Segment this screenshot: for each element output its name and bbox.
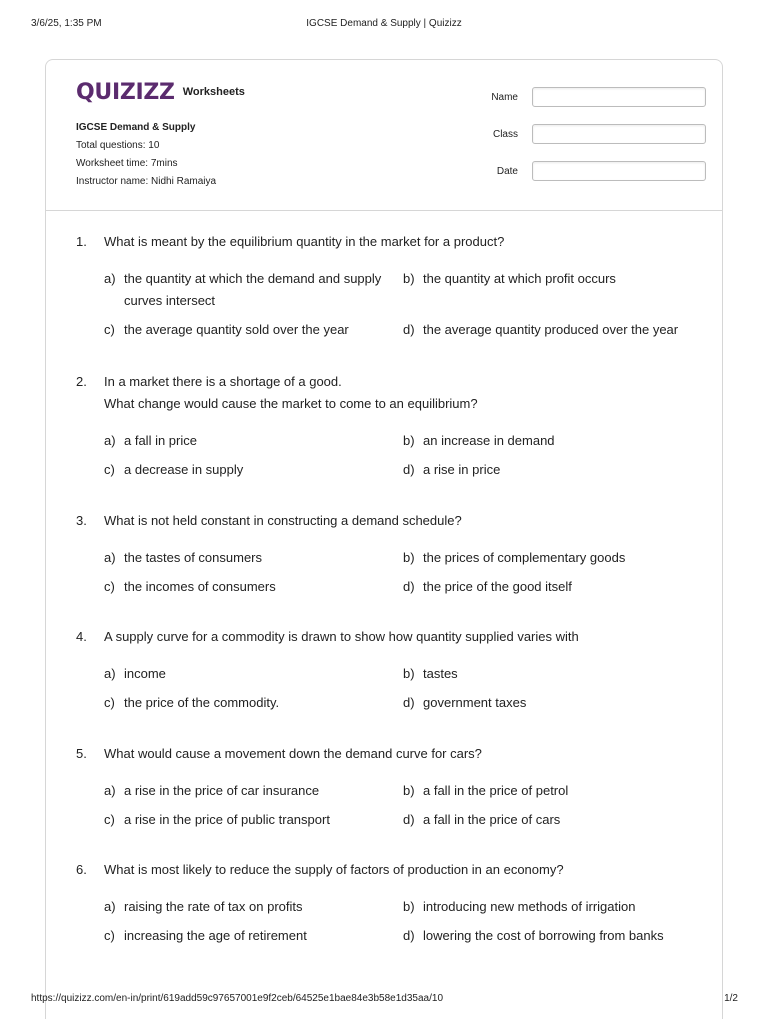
- option-letter: b): [403, 783, 415, 798]
- option-letter: a): [104, 433, 116, 448]
- date-field[interactable]: [532, 161, 706, 181]
- question-text: [104, 859, 704, 881]
- option-text: [124, 780, 319, 802]
- question-text: [104, 743, 704, 765]
- option-letter: d): [403, 695, 415, 710]
- option-text: [124, 809, 330, 831]
- option-text-line: a fall in price: [124, 433, 197, 448]
- print-url: https://quizizz.com/en-in/print/619add59c97657001e9f2ceb/64525e1bae84e3b58e1d35aa/10: [31, 993, 444, 1004]
- option-text: [124, 663, 166, 685]
- option-letter: b): [403, 550, 415, 565]
- brand-suffix: Worksheets: [182, 86, 245, 98]
- option-text: [124, 692, 279, 714]
- date-row: [476, 161, 706, 181]
- option-letter: c): [104, 462, 115, 477]
- option-text: [124, 459, 243, 481]
- option-text-line: a fall in the price of cars: [423, 812, 561, 827]
- option-text: [423, 809, 560, 831]
- option-letter: b): [403, 433, 415, 448]
- option-letter: c): [104, 579, 115, 594]
- option-text: [124, 430, 197, 452]
- option-text-line: the average quantity produced over the year: [423, 322, 679, 337]
- option-text-line: raising the rate of tax on profits: [124, 899, 303, 914]
- option-text: [423, 692, 526, 714]
- option-text-line: introducing new methods of irrigation: [423, 899, 636, 914]
- option-letter: b): [403, 899, 415, 914]
- question-number: 6.: [76, 862, 87, 877]
- option-text: [423, 780, 568, 802]
- option-letter: d): [403, 928, 415, 943]
- option-text: [423, 576, 572, 598]
- option-letter: c): [104, 812, 115, 827]
- class-row: [476, 124, 706, 144]
- option-text: [423, 319, 678, 341]
- option-text-line: the price of the good itself: [423, 579, 572, 594]
- option-text: [423, 896, 635, 918]
- option-text-line: the incomes of consumers: [124, 579, 276, 594]
- option-text: [423, 459, 500, 481]
- option-letter: d): [403, 812, 415, 827]
- option-text-line: the price of the commodity.: [124, 695, 280, 710]
- option-text-line: increasing the age of retirement: [124, 928, 307, 943]
- option-text-line: income: [124, 666, 166, 681]
- option-text-line: a fall in the price of petrol: [423, 783, 569, 798]
- option-letter: a): [104, 666, 116, 681]
- date-label: Date: [496, 165, 518, 177]
- option-text-line: a rise in the price of car insurance: [124, 783, 320, 798]
- option-text-line: lowering the cost of borrowing from banks: [423, 928, 664, 943]
- option-text: [423, 925, 664, 947]
- question-text-line: What is not held constant in constructing a demand schedule?: [104, 513, 462, 528]
- option-text: [423, 430, 555, 452]
- question-number: 1.: [76, 234, 87, 249]
- option-text: [124, 896, 302, 918]
- quizizz-logo: QUIZIZZ: [76, 80, 175, 105]
- print-title: IGCSE Demand & Supply | Quizizz: [306, 18, 462, 29]
- option-letter: d): [403, 322, 415, 337]
- question-number: 4.: [76, 629, 87, 644]
- option-text-line: an increase in demand: [423, 433, 555, 448]
- option-text-line: tastes: [423, 666, 458, 681]
- print-datetime: 3/6/25, 1:35 PM: [31, 18, 102, 29]
- option-text-line: a rise in the price of public transport: [124, 812, 330, 827]
- instructor-name: Instructor name: Nidhi Ramaiya: [76, 176, 217, 187]
- option-text-line: the quantity at which the demand and supply: [124, 271, 382, 286]
- option-text: [423, 547, 625, 569]
- class-label: Class: [492, 128, 518, 140]
- question-number: 5.: [76, 746, 87, 761]
- option-text-line: a decrease in supply: [124, 462, 244, 477]
- option-letter: d): [403, 462, 415, 477]
- option-letter: c): [104, 322, 115, 337]
- option-text: [124, 319, 349, 341]
- option-letter: b): [403, 666, 415, 681]
- question-text-line: A supply curve for a commodity is drawn to show how quantity supplied varies with: [104, 629, 579, 644]
- question-text: [104, 510, 704, 532]
- print-page-number: 1/2: [724, 993, 738, 1004]
- option-letter: a): [104, 550, 116, 565]
- option-text-line: a rise in price: [423, 462, 501, 477]
- option-letter: b): [403, 271, 415, 286]
- option-text-line: government taxes: [423, 695, 527, 710]
- name-field[interactable]: [532, 87, 706, 107]
- question-text-line: What is meant by the equilibrium quantity in the market for a product?: [104, 234, 505, 249]
- option-text-line: the average quantity sold over the year: [124, 322, 349, 337]
- option-text-line: the quantity at which profit occurs: [423, 271, 616, 286]
- question-text-line: What change would cause the market to come to an equilibrium?: [104, 396, 478, 411]
- option-letter: a): [104, 899, 116, 914]
- question-text: [104, 231, 704, 253]
- worksheet-card: [45, 59, 723, 1019]
- name-row: [476, 87, 706, 107]
- option-text-line: curves intersect: [124, 293, 216, 308]
- option-text: [124, 547, 262, 569]
- option-text: [423, 268, 616, 290]
- worksheet-meta: [76, 119, 216, 191]
- worksheet-time: Worksheet time: 7mins: [76, 158, 178, 169]
- option-text-line: the prices of complementary goods: [423, 550, 626, 565]
- name-label: Name: [491, 91, 518, 103]
- option-letter: d): [403, 579, 415, 594]
- option-letter: a): [104, 783, 116, 798]
- option-text: [124, 576, 276, 598]
- total-questions: Total questions: 10: [76, 140, 160, 151]
- option-letter: a): [104, 271, 116, 286]
- question-text-line: What is most likely to reduce the supply of factors of production in an economy?: [104, 862, 564, 877]
- worksheet-header: [46, 60, 722, 211]
- class-field[interactable]: [532, 124, 706, 144]
- question-text-line: In a market there is a shortage of a good.: [104, 374, 342, 389]
- question-text: [104, 626, 704, 648]
- question-number: 2.: [76, 374, 87, 389]
- question-text: [104, 371, 704, 415]
- option-text-line: the tastes of consumers: [124, 550, 263, 565]
- option-text: [423, 663, 458, 685]
- option-letter: c): [104, 928, 115, 943]
- option-letter: c): [104, 695, 115, 710]
- worksheet-title: IGCSE Demand & Supply: [76, 122, 196, 133]
- option-text: [124, 925, 307, 947]
- question-number: 3.: [76, 513, 87, 528]
- option-text: [124, 268, 381, 312]
- brand: [76, 80, 245, 106]
- question-text-line: What would cause a movement down the demand curve for cars?: [104, 746, 482, 761]
